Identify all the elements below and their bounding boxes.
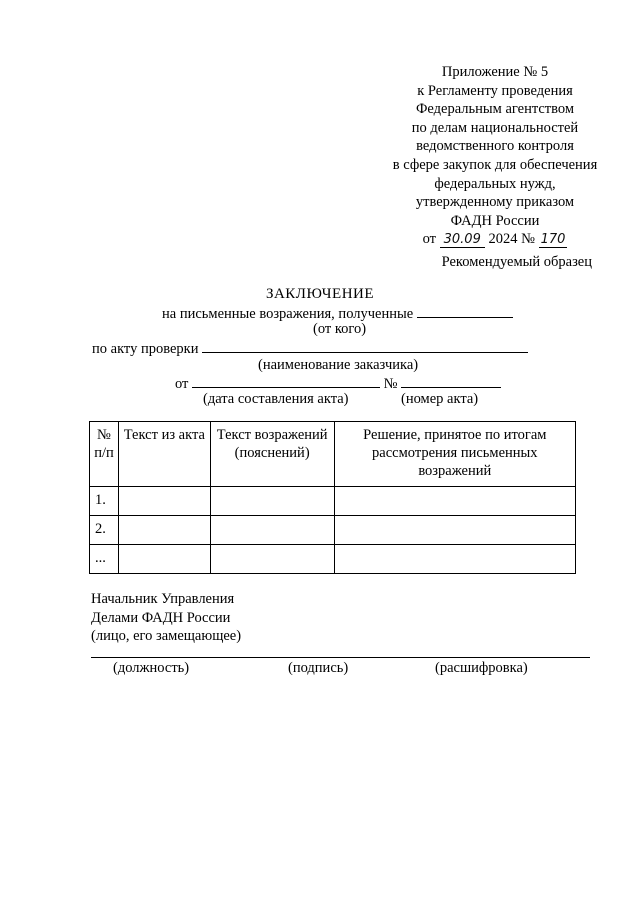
objections-table xyxy=(89,421,576,574)
customer-blank xyxy=(202,339,528,353)
signatory-line: (лицо, его замещающее) xyxy=(91,628,242,644)
table-cell[interactable] xyxy=(334,545,575,574)
objections-text: на письменные возражения, полученные xyxy=(162,306,414,322)
order-year: 2024 xyxy=(488,231,518,248)
signatory-line: Делами ФАДН России xyxy=(91,609,231,626)
signature-caption: (подпись) xyxy=(288,660,349,676)
handwritten-date: 30.09 xyxy=(440,232,485,248)
table-cell[interactable] xyxy=(210,545,334,574)
from-whom-hint: (от кого) xyxy=(313,321,367,337)
table-cell[interactable] xyxy=(118,487,210,516)
act-date-blank xyxy=(192,374,380,388)
appendix-line: к Регламенту проведения xyxy=(417,82,573,99)
table-cell[interactable] xyxy=(334,516,575,545)
appendix-line: по делам национальностей xyxy=(411,119,579,136)
header-number: № п/п xyxy=(90,422,119,487)
appendix-line: Федеральным агентством xyxy=(415,101,575,118)
number-sign: № xyxy=(521,231,535,248)
document-title: ЗАКЛЮЧЕНИЕ xyxy=(265,286,375,302)
date-prefix: от xyxy=(422,231,436,248)
act-number-hint: (номер акта) xyxy=(401,391,479,407)
row-number: 2. xyxy=(90,516,119,545)
appendix-line: в сфере закупок для обеспечения xyxy=(392,156,598,173)
table-cell[interactable] xyxy=(334,487,575,516)
appendix-line: федеральных нужд, xyxy=(434,175,556,192)
appendix-header xyxy=(370,63,620,249)
act-number-blank xyxy=(401,374,501,388)
table-cell[interactable] xyxy=(118,545,210,574)
table-cell[interactable] xyxy=(210,487,334,516)
table-row xyxy=(90,516,576,545)
table-row xyxy=(90,545,576,574)
signature-line xyxy=(91,657,590,658)
table-row xyxy=(90,487,576,516)
appendix-line: Приложение № 5 xyxy=(441,64,549,80)
act-label: по акту проверки xyxy=(92,341,199,357)
date-hint: (дата составления акта) xyxy=(203,391,349,407)
decoding-caption: (расшифровка) xyxy=(435,660,528,676)
row-number: ... xyxy=(90,545,119,574)
header-act-text: Текст из акта xyxy=(118,422,210,487)
header-decision: Решение, принятое по итогам рассмотрения письменных возражений xyxy=(334,422,575,487)
act-line xyxy=(92,339,528,358)
appendix-line: ведомственного контроля xyxy=(416,138,574,155)
number-label: № xyxy=(383,376,398,392)
from-whom-blank xyxy=(417,304,513,318)
signatory-block xyxy=(91,590,241,646)
handwritten-number: 170 xyxy=(540,232,566,248)
from-label: от xyxy=(175,376,189,392)
sample-label: Рекомендуемый образец xyxy=(441,254,592,270)
header-objections-text: Текст возражений (пояснений) xyxy=(210,422,334,487)
customer-hint: (наименование заказчика) xyxy=(258,357,419,373)
row-number: 1. xyxy=(90,487,119,516)
appendix-line: ФАДН России xyxy=(450,212,540,229)
appendix-line: утвержденному приказом xyxy=(415,194,575,211)
table-cell[interactable] xyxy=(210,516,334,545)
table-header-row xyxy=(90,422,576,487)
order-date-line xyxy=(370,230,620,249)
position-caption: (должность) xyxy=(113,660,190,676)
signatory-line: Начальник Управления xyxy=(91,591,235,607)
table-cell[interactable] xyxy=(118,516,210,545)
